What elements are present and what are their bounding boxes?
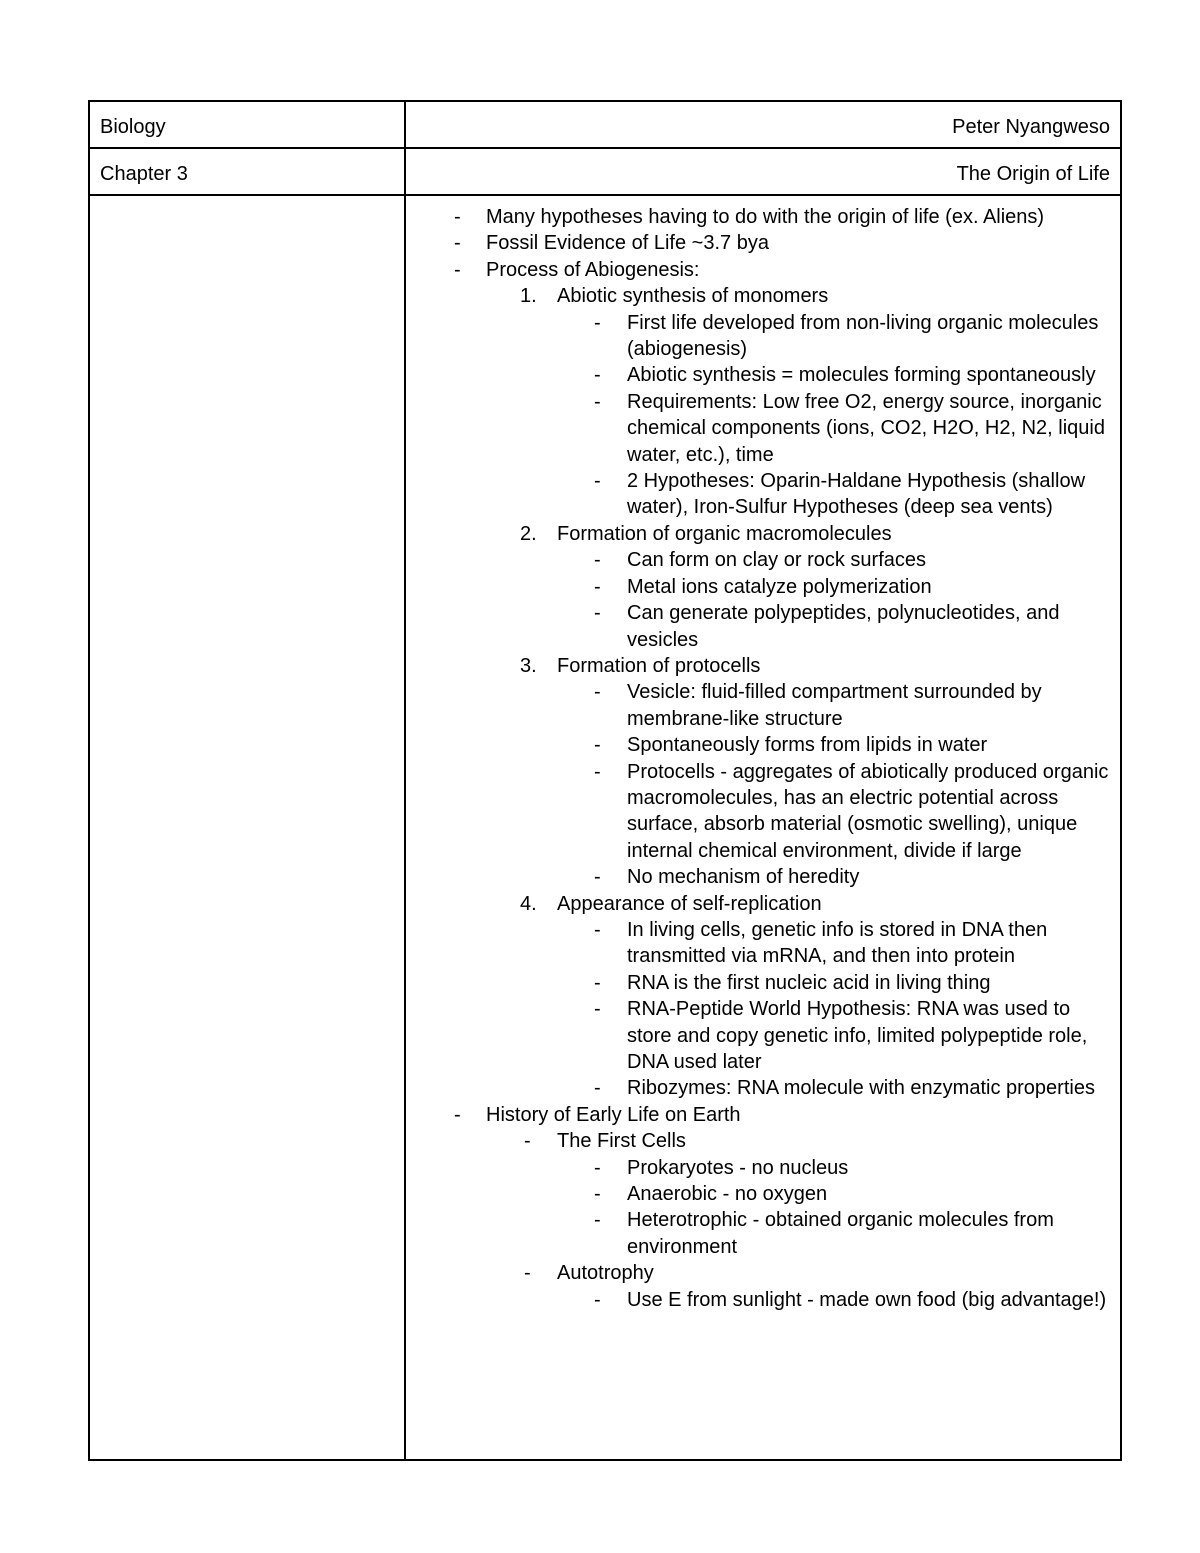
- outline-item: [416, 732, 1110, 758]
- outline-item: [416, 310, 1110, 363]
- outline-item-text: Fossil Evidence of Life ~3.7 bya: [486, 232, 769, 255]
- outline-item-text: Many hypotheses having to do with the origin of life (ex. Aliens): [486, 206, 1045, 228]
- list-number: 3.: [520, 654, 537, 677]
- outline-item: [416, 547, 1110, 573]
- outline-item: [416, 1102, 1110, 1128]
- topic-cell: The Origin of Life: [405, 148, 1121, 195]
- outline-item-text: No mechanism of heredity: [627, 866, 860, 889]
- outline-item: [416, 283, 1110, 309]
- outline-item: [416, 759, 1110, 865]
- dash-bullet: -: [594, 1077, 601, 1100]
- list-number: 4.: [520, 892, 537, 915]
- dash-bullet: -: [594, 1209, 601, 1232]
- dash-bullet: -: [454, 232, 461, 255]
- subject-cell: Biology: [89, 101, 405, 148]
- outline-item: [416, 1260, 1110, 1286]
- chapter-cell: Chapter 3: [89, 148, 405, 195]
- dash-bullet: -: [594, 866, 601, 889]
- outline-item: [416, 230, 1110, 256]
- notes-column-cell: [405, 195, 1121, 1460]
- dash-bullet: -: [524, 1262, 531, 1285]
- outline-item: [416, 1181, 1110, 1207]
- outline-item: [416, 1128, 1110, 1154]
- outline-item: [416, 362, 1110, 388]
- dash-bullet: -: [594, 1183, 601, 1206]
- outline-item-text: Requirements: Low free O2, energy source, inorganic chemical components (ions, CO2, H2O, H2, N2, liquid water, etc.), time: [627, 390, 1105, 466]
- outline-item: [416, 917, 1110, 970]
- dash-bullet: -: [594, 470, 601, 493]
- outline-item-text: Ribozymes: RNA molecule with enzymatic properties: [627, 1077, 1095, 1100]
- outline-item: [416, 891, 1110, 917]
- outline-item-text: Process of Abiogenesis:: [486, 258, 700, 281]
- dash-bullet: -: [594, 760, 601, 783]
- dash-bullet: -: [594, 1156, 601, 1179]
- outline-item-text: RNA-Peptide World Hypothesis: RNA was used to store and copy genetic info, limited polypeptide role, DNA used later: [627, 998, 1088, 1073]
- outline-item-text: The First Cells: [557, 1130, 686, 1153]
- outline-item-text: Abiotic synthesis of monomers: [557, 285, 829, 308]
- outline-item-text: Anaerobic - no oxygen: [627, 1183, 828, 1206]
- header-row-subject: [89, 101, 1121, 148]
- dash-bullet: -: [594, 1288, 601, 1311]
- dash-bullet: -: [594, 998, 601, 1021]
- outline-item-text: Appearance of self-replication: [557, 892, 822, 915]
- dash-bullet: -: [454, 258, 461, 281]
- dash-bullet: -: [594, 390, 601, 413]
- outline-item: [416, 679, 1110, 732]
- notes-row: [89, 195, 1121, 1460]
- notes-outline: [416, 204, 1110, 1313]
- outline-item-text: Use E from sunlight - made own food (big advantage!): [627, 1288, 1107, 1311]
- outline-item-text: Abiotic synthesis = molecules forming spontaneously: [627, 364, 1096, 387]
- outline-item: [416, 468, 1110, 521]
- dash-bullet: -: [594, 681, 601, 704]
- outline-item: [416, 204, 1110, 230]
- dash-bullet: -: [454, 1103, 461, 1126]
- outline-item-text: Prokaryotes - no nucleus: [627, 1156, 849, 1179]
- outline-item: [416, 996, 1110, 1075]
- outline-item: [416, 389, 1110, 468]
- outline-item: [416, 1287, 1110, 1313]
- outline-item: [416, 1207, 1110, 1260]
- outline-item-text: Heterotrophic - obtained organic molecules from environment: [627, 1209, 1054, 1258]
- dash-bullet: -: [594, 575, 601, 598]
- dash-bullet: -: [594, 311, 601, 334]
- outline-item-text: First life developed from non-living organic molecules (abiogenesis): [627, 311, 1099, 361]
- header-row-chapter: [89, 148, 1121, 195]
- author-cell: Peter Nyangweso: [405, 101, 1121, 148]
- dash-bullet: -: [594, 734, 601, 757]
- outline-item: [416, 970, 1110, 996]
- outline-item: [416, 864, 1110, 890]
- outline-item-text: In living cells, genetic info is stored in DNA then transmitted via mRNA, and then into protein: [627, 918, 1048, 968]
- outline-item-text: RNA is the first nucleic acid in living thing: [627, 971, 991, 994]
- dash-bullet: -: [454, 206, 461, 228]
- outline-item: [416, 600, 1110, 653]
- outline-item: [416, 1075, 1110, 1101]
- outline-item: [416, 1155, 1110, 1181]
- dash-bullet: -: [594, 364, 601, 387]
- outline-item-text: Spontaneously forms from lipids in water: [627, 734, 988, 757]
- cornell-notes-table: [88, 100, 1122, 1461]
- list-number: 2.: [520, 522, 537, 545]
- outline-item-text: 2 Hypotheses: Oparin-Haldane Hypothesis (shallow water), Iron-Sulfur Hypotheses (deep sea vents): [627, 470, 1086, 519]
- outline-item: [416, 574, 1110, 600]
- outline-item-text: Metal ions catalyze polymerization: [627, 575, 932, 598]
- outline-item-text: Formation of protocells: [557, 654, 761, 677]
- outline-item: [416, 653, 1110, 679]
- dash-bullet: -: [594, 602, 601, 625]
- outline-item-text: Can form on clay or rock surfaces: [627, 549, 926, 572]
- dash-bullet: -: [594, 549, 601, 572]
- outline-item-text: Autotrophy: [557, 1262, 654, 1285]
- outline-item-text: Can generate polypeptides, polynucleotides, and vesicles: [627, 602, 1060, 651]
- outline-item-text: Protocells - aggregates of abiotically produced organic macromolecules, has an electric potential across surface, absorb material (osmotic swelling), unique internal chemical environment, divide if large: [627, 760, 1109, 862]
- list-number: 1.: [520, 285, 537, 308]
- outline-item-text: Formation of organic macromolecules: [557, 522, 892, 545]
- cue-column-cell: [89, 195, 405, 1460]
- dash-bullet: -: [524, 1130, 531, 1153]
- dash-bullet: -: [594, 971, 601, 994]
- outline-item: [416, 257, 1110, 283]
- outline-item-text: History of Early Life on Earth: [486, 1103, 741, 1126]
- dash-bullet: -: [594, 918, 601, 941]
- outline-item-text: Vesicle: fluid-filled compartment surrounded by membrane-like structure: [627, 681, 1042, 730]
- outline-item: [416, 521, 1110, 547]
